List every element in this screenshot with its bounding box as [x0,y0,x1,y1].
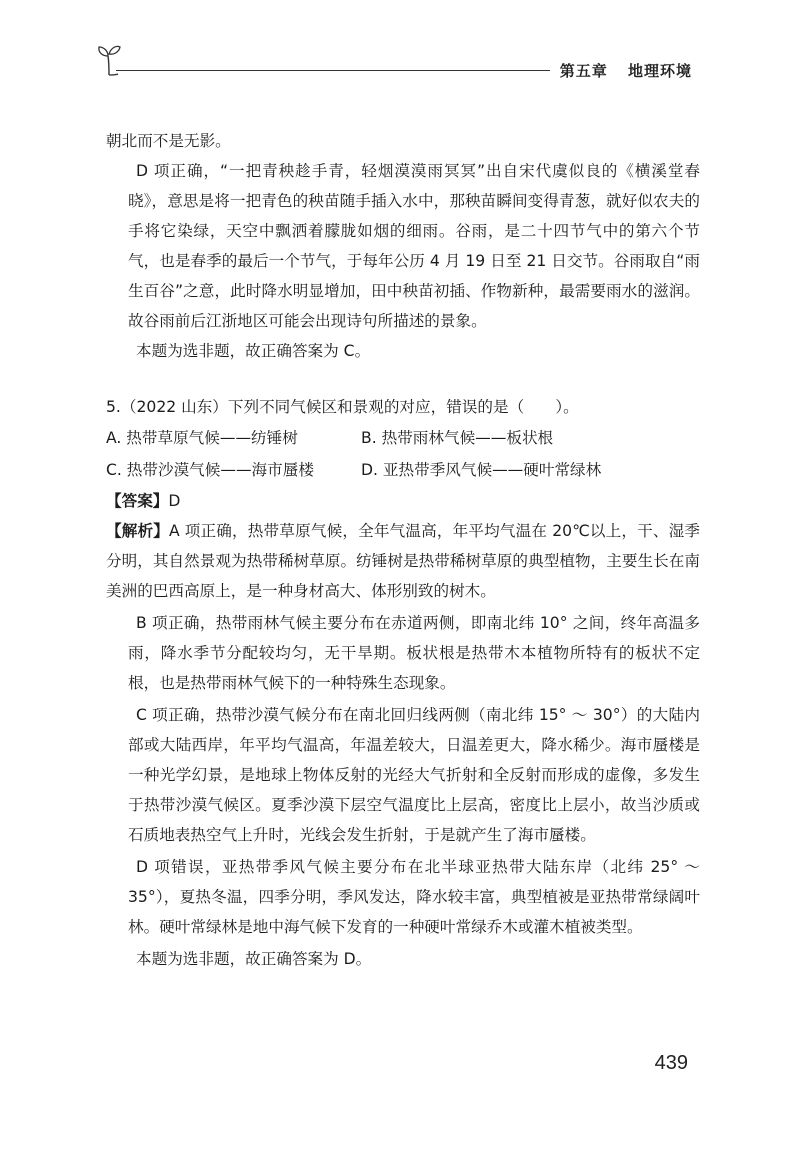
paragraph-continued: 朝北而不是无影。 [106,132,231,150]
question-5-options [106,422,700,486]
answer-value: D [168,492,181,510]
analysis-a-text: A 项正确，热带草原气候，全年气温高，年平均气温在 20℃以上，干、湿季分明，其自然景观为热带稀树草原。纺锤树是热带稀树草原的典型植物，主要生长在南美洲的巴西高原上，是一种身材高大、体形别致的树木。 [106,522,700,600]
paragraph-answer-c: 本题为选非题，故正确答案为 C。 [136,342,371,360]
option-a: A. 热带草原气候——纺锤树 [106,429,298,447]
answer-line [106,486,700,516]
analysis-c: C 项正确，热带沙漠气候分布在南北回归线两侧（南北纬 15° ～ 30°）的大陆内部或大陆西岸，年平均气温高，年温差较大，日温差更大，降水稀少。海市蜃楼是一种光学幻景，是地球上物体反射的光经大气折射和全反射而形成的虚像，多发生于热带沙漠气候区。夏季沙漠下层空气温度比上层高，密度比上层小，故当沙质或石质地表热空气上升时，光线会发生折射，于是就产生了海市蜃楼。 [128,706,700,844]
page-number: 439 [654,1052,688,1074]
answer-tag: 【答案】 [106,492,169,510]
analysis-b: B 项正确，热带雨林气候主要分布在赤道两侧，即南北纬 10° 之间，终年高温多雨，降水季节分配较均匀，无干旱期。板状根是热带木本植物所特有的板状不定根，也是热带雨林气候下的一种特殊生态现象。 [128,614,700,692]
page-body [106,126,700,974]
page-header [96,40,700,80]
question-5: 5.（2022 山东）下列不同气候区和景观的对应，错误的是（ ）。 [106,398,579,416]
chapter-heading [560,60,692,81]
paragraph-answer-d: 本题为选非题，故正确答案为 D。 [136,950,372,968]
option-d: D. 亚热带季风气候——硬叶常绿林 [361,461,602,479]
analysis-a [106,516,700,606]
option-b: B. 热带雨林气候——板状根 [361,429,554,447]
analysis-tag: 【解析】 [106,522,170,540]
option-c: C. 热带沙漠气候——海市蜃楼 [106,461,314,479]
header-rule [116,70,550,71]
paragraph-option-d-poem: D 项正确，“一把青秧趁手青，轻烟漠漠雨冥冥”出自宋代虞似良的《横溪堂春晓》，意思是将一把青色的秧苗随手插入水中，那秧苗瞬间变得青葱，就好似农夫的手将它染绿，天空中飘洒着朦胧如烟的细雨。谷雨，是二十四节气中的第六个节气，也是春季的最后一个节气，于每年公历 4 月 19 日至 21 日交节。谷雨取自“雨生百谷”之意，此时降水明显增加，田中秧苗初插、作物新种，最需要雨水的滋润。故谷雨前后江浙地区可能会出现诗句所描述的景象。 [128,162,700,330]
chapter-number: 第五章 [559,62,608,80]
analysis-d: D 项错误，亚热带季风气候主要分布在北半球亚热带大陆东岸（北纬 25° ～ 35°），夏热冬温，四季分明，季风发达，降水较丰富，典型植被是亚热带常绿阔叶林。硬叶常绿林是地中海气候下发育的一种硬叶常绿乔木或灌木植被类型。 [128,858,700,936]
chapter-title: 地理环境 [627,62,692,80]
